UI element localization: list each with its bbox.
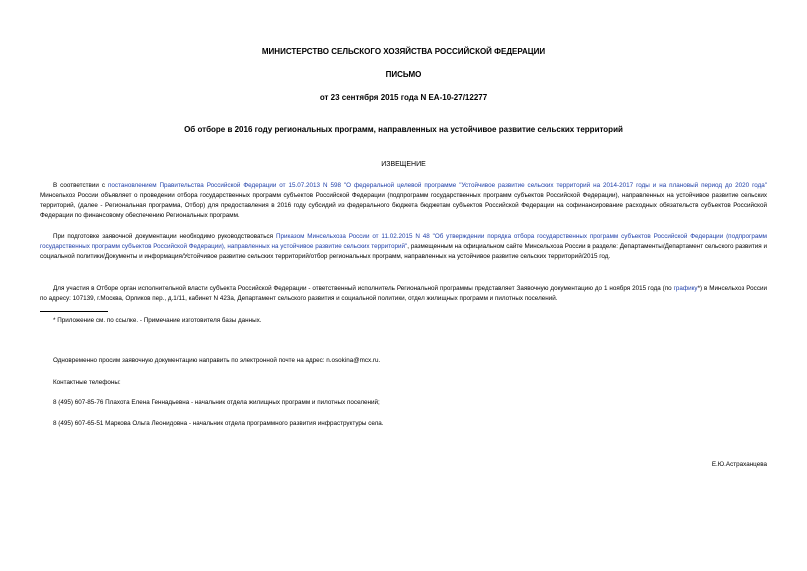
paragraph-1-text: Минсельхоз России объявляет о проведении отбора государственных программ субъектов Российской Федерации (подпрограмм государственных программ субъектов Российской Федерации), направленных на устойчивое развитие сельских территорий, (далее - Региональная программа, Отбор) для предоставления в 2016 году субсидий из федерального бюджета бюджетам субъектов Российской Федерации на софинансирование расходных обязательств субъектов Российской Федерации по финансовому обеспечению Региональных программ.: [40, 192, 767, 219]
decree-598-link[interactable]: постановлением Правительства Российской Федерации от 15.07.2013 N 598 "О федеральной целевой программе "Устойчивое развитие сельских территорий на 2014-2017 годы и на плановый период до 2020 года": [107, 182, 768, 189]
order-48-link[interactable]: Приказом Минсельхоза России от 11.02.2015 N 48 "Об утверждении порядка отбора государственных программ субъектов Российской Федерации (подпрограмм государственных программ субъектов Российской Федерации), направленных на устойчивое развитие сельских территорий": [40, 233, 767, 250]
contact-markova: 8 (495) 607-65-51 Маркова Ольга Леонидовна - начальник отдела программного развития инфраструктуры села.: [53, 420, 384, 427]
ministry-title: МИНИСТЕРСТВО СЕЛЬСКОГО ХОЗЯЙСТВА РОССИЙСКОЙ ФЕДЕРАЦИИ: [261, 47, 546, 56]
date-number: от 23 сентября 2015 года N ЕА-10-27/12277: [319, 93, 488, 102]
signature: Е.Ю.Астраханцева: [711, 461, 767, 468]
email-request: Одновременно просим заявочную документацию направить по электронной почте на адрес: n.osokina@mcx.ru.: [53, 357, 381, 364]
paragraph-2-text: , размещенным на официальном сайте Минсельхоза России в разделе: Департаменты/Департамент сельского развития и социальной политики/Документы и информация/Устойчивое развитие сельских территорий/отбор региональных программ, направленных на устойчивое развитие сельских территорий/2015 год.: [40, 243, 767, 260]
paragraph-3-prefix: Для участия в Отборе орган исполнительной власти субъекта Российской Федерации - ответственный исполнитель Региональной программы представляет Заявочную документацию до 1 ноября 2015 года (по: [53, 285, 674, 292]
subject-title: Об отборе в 2016 году региональных программ, направленных на устойчивое развитие сельских территорий: [184, 125, 623, 134]
schedule-link[interactable]: графику: [673, 285, 698, 292]
paragraph-1: [40, 181, 767, 221]
notice-title: ИЗВЕЩЕНИЕ: [381, 161, 426, 168]
paragraph-3-text: *) в Минсельхоз России по адресу: 107139, г.Москва, Орликов пер., д.1/11, кабинет N 423а, Департамент сельского развития и социальной политики, отдел жилищных программ и пилотных поселений.: [40, 285, 767, 302]
paragraph-1-prefix: В соответствии с: [53, 182, 108, 189]
footnote-divider: [40, 311, 108, 312]
paragraph-3: [40, 284, 767, 304]
paragraph-2-prefix: При подготовке заявочной документации необходимо руководствоваться: [53, 233, 276, 240]
paragraph-2: [40, 232, 767, 262]
footnote: * Приложение см. по ссылке. - Примечание изготовителя базы данных.: [53, 317, 262, 324]
contacts-title: Контактные телефоны:: [53, 379, 121, 386]
contact-plakhota: 8 (495) 607-85-76 Плахота Елена Геннадьевна - начальник отдела жилищных программ и пилотных поселений;: [53, 399, 380, 406]
doc-type: ПИСЬМО: [385, 70, 422, 79]
